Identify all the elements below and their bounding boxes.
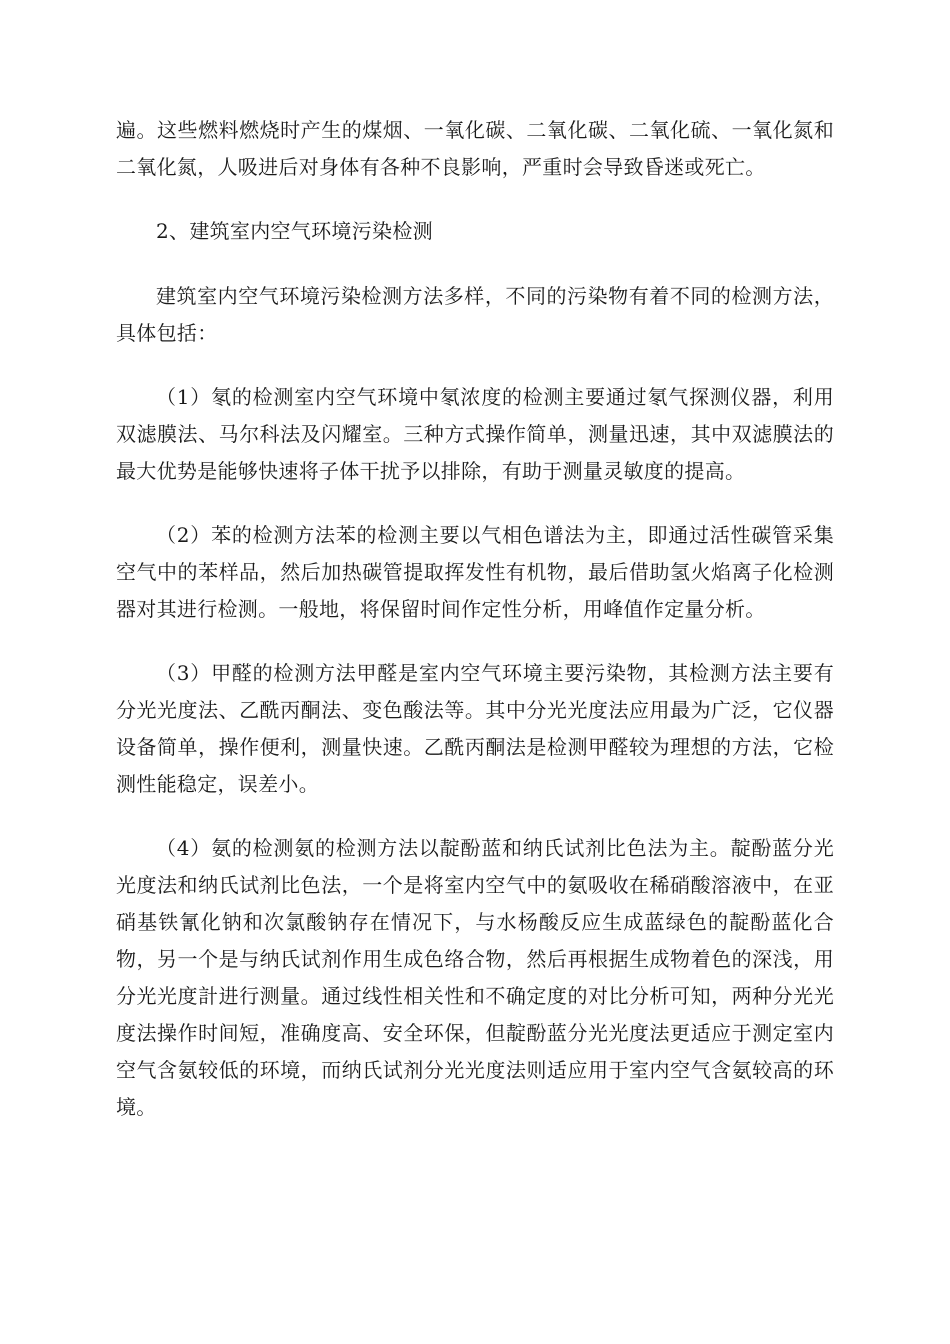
intro-paragraph: 遍。这些燃料燃烧时产生的煤烟、一氧化碳、二氧化碳、二氧化硫、一氧化氮和二氧化氮，人吸进后对身体有各种不良影响，严重时会导致昏迷或死亡。 — [116, 118, 834, 179]
lead-paragraph: 建筑室内空气环境污染检测方法多样，不同的污染物有着不同的检测方法，具体包括： — [116, 284, 834, 345]
radon-paragraph: （1）氡的检测室内空气环境中氡浓度的检测主要通过氡气探测仪器，利用双滤膜法、马尔科法及闪耀室。三种方式操作简单，测量迅速，其中双滤膜法的最大优势是能够快速将子体干扰予以排除，有助于测量灵敏度的提高。 — [116, 385, 834, 483]
section-heading: 2、建筑室内空气环境污染检测 — [156, 219, 433, 243]
benzene-paragraph: （2）苯的检测方法苯的检测主要以气相色谱法为主，即通过活性碳管采集空气中的苯样品，然后加热碳管提取挥发性有机物，最后借助氢火焰离子化检测器对其进行检测。一般地，将保留时间作定性分析，用峰值作定量分析。 — [116, 523, 834, 621]
document-page — [116, 112, 834, 1126]
ammonia-paragraph: （4）氨的检测氨的检测方法以靛酚蓝和纳氏试剂比色法为主。靛酚蓝分光光度法和纳氏试剂比色法，一个是将室内空气中的氨吸收在稀硝酸溶液中，在亚硝基铁氰化钠和次氯酸钠存在情况下，与水杨酸反应生成蓝绿色的靛酚蓝化合物，另一个是与纳氏试剂作用生成色络合物，然后再根据生成物着色的深浅，用分光光度計进行测量。通过线性相关性和不确定度的对比分析可知，两种分光光度法操作时间短，准确度高、安全环保，但靛酚蓝分光光度法更适应于测定室内空气含氨较低的环境，而纳氏试剂分光光度法则适应用于室内空气含氨较高的环境。 — [116, 836, 834, 1119]
formaldehyde-paragraph: （3）甲醛的检测方法甲醛是室内空气环境主要污染物，其检测方法主要有分光光度法、乙酰丙酮法、变色酸法等。其中分光光度法应用最为广泛，它仪器设备简单，操作便利，测量快速。乙酰丙酮法是检测甲醛较为理想的方法，它检测性能稳定，误差小。 — [116, 661, 834, 796]
